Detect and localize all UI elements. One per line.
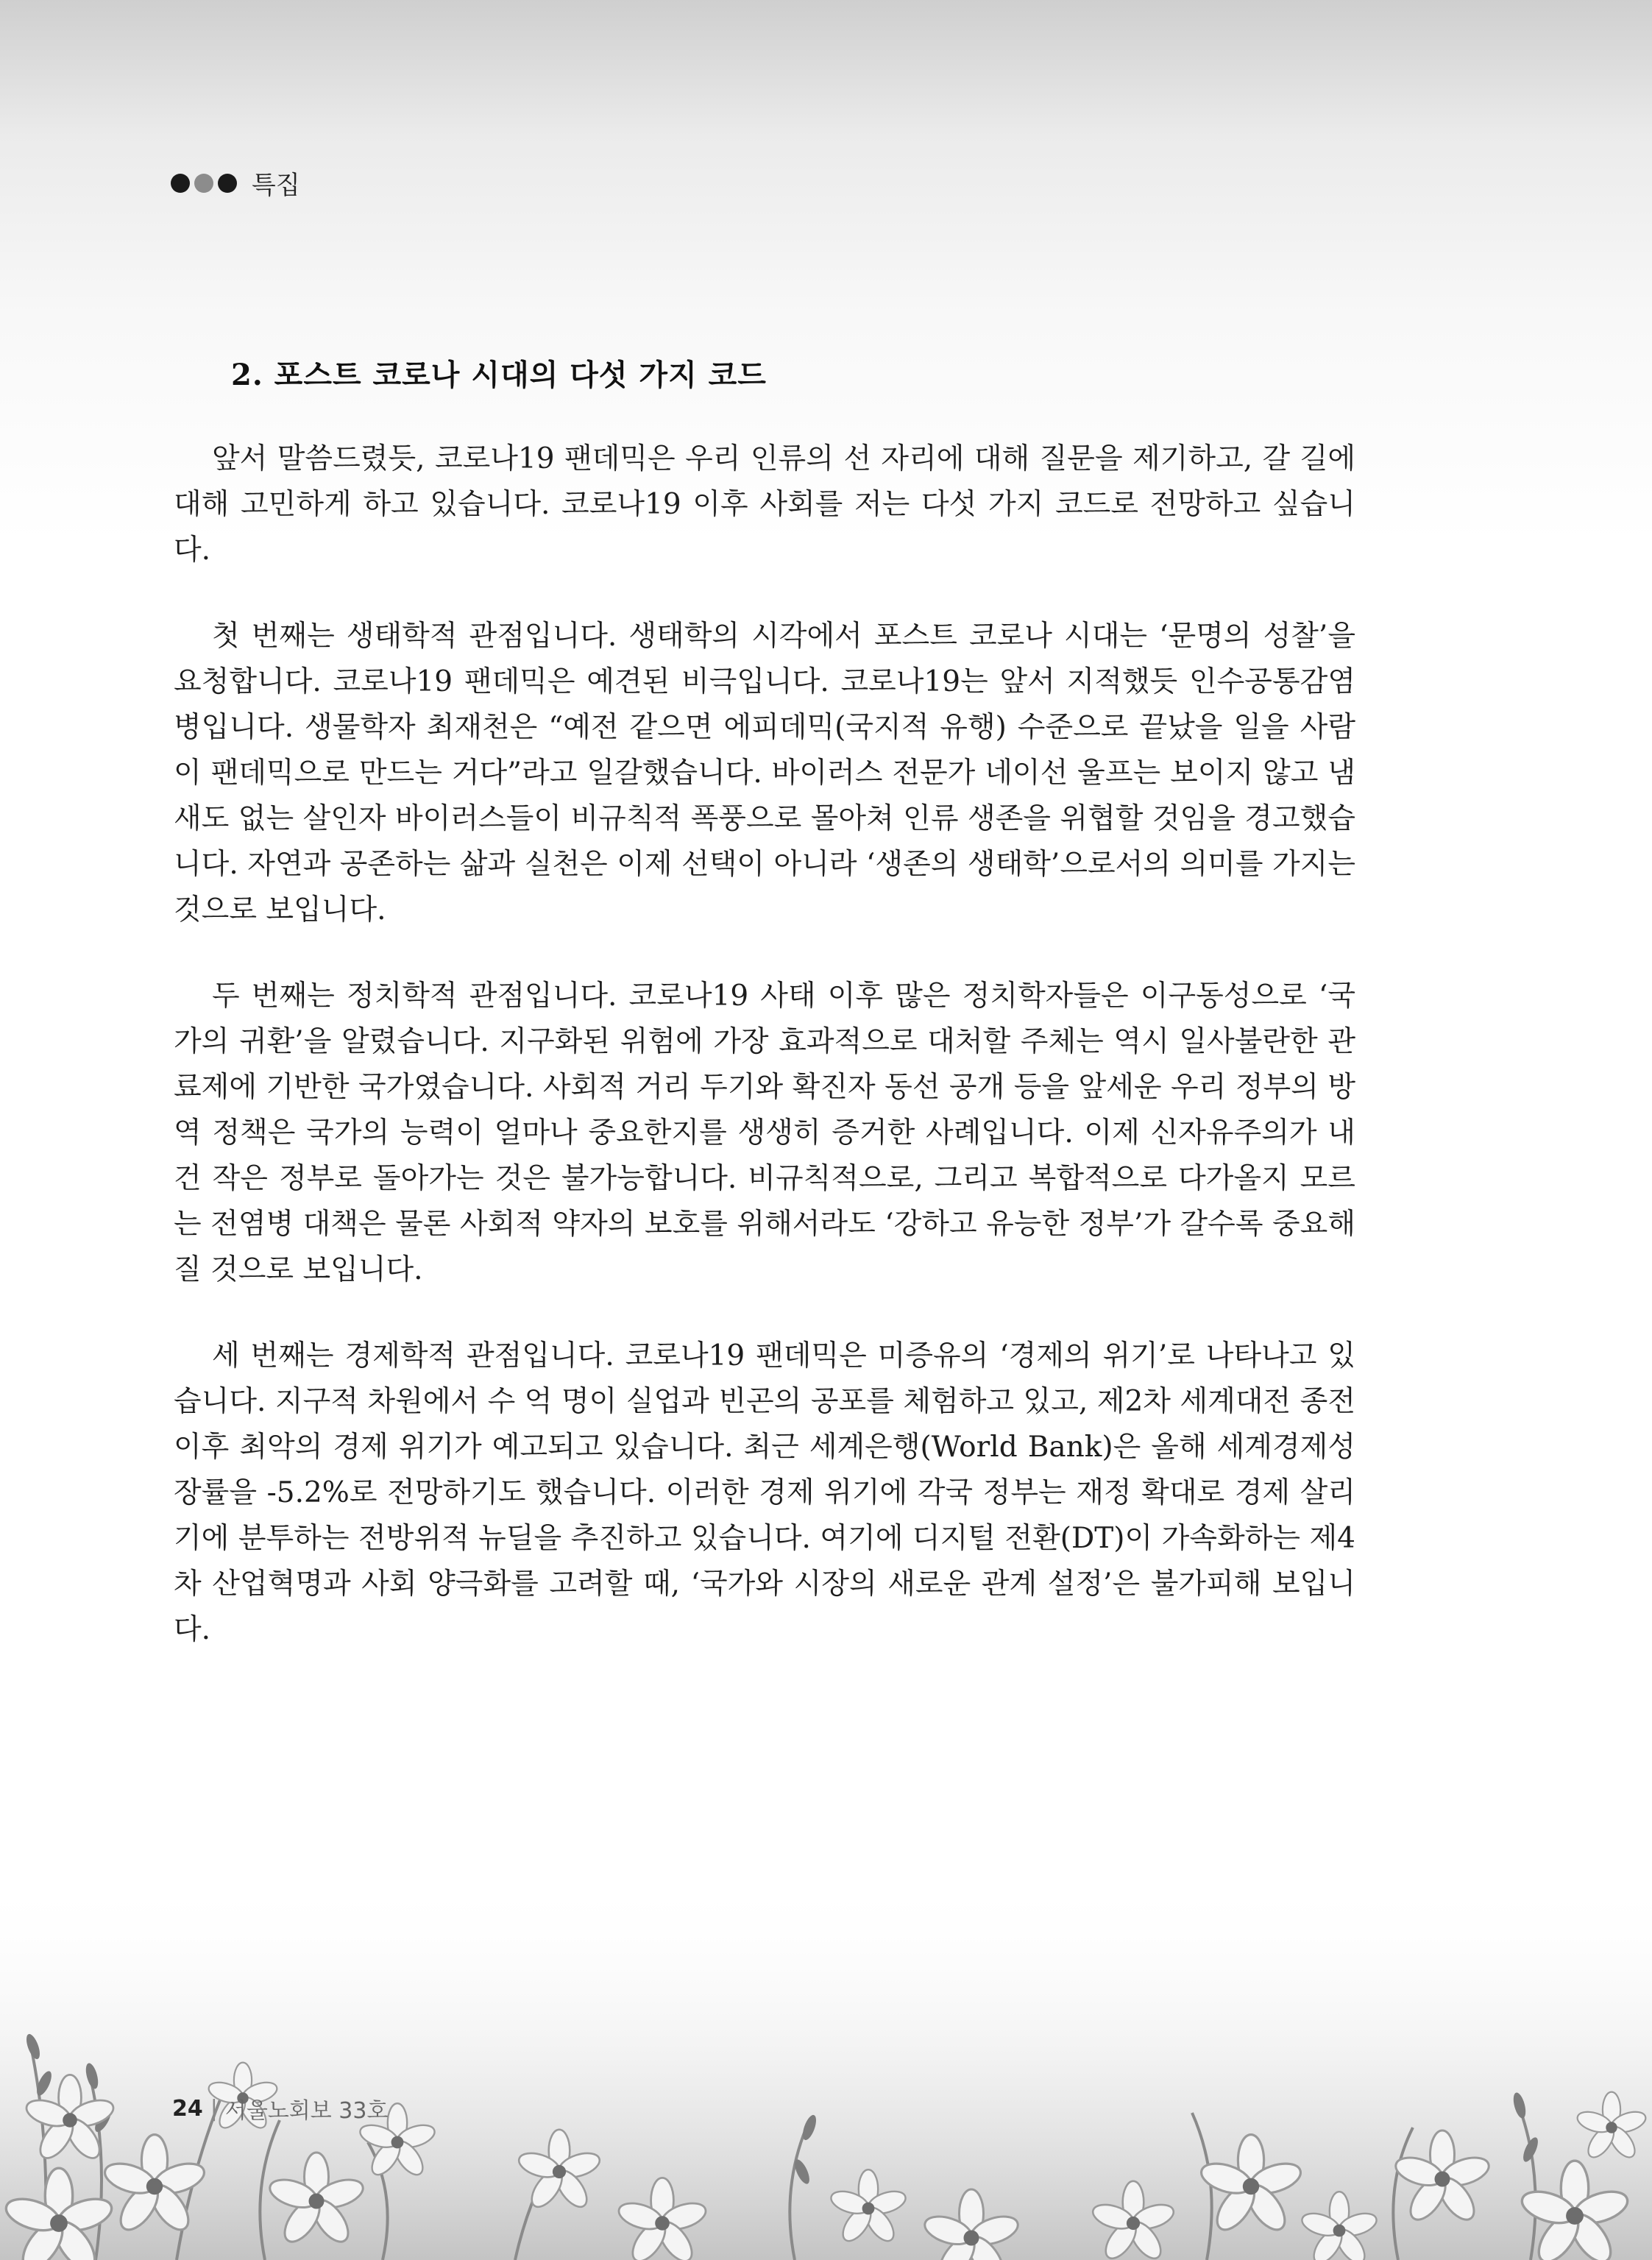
section-header xyxy=(171,165,300,201)
paragraph: 앞서 말씀드렸듯, 코로나19 팬데믹은 우리 인류의 선 자리에 대해 질문을 제기하고, 갈 길에 대해 고민하게 하고 있습니다. 코로나19 이후 사회를 저는 다섯 가지 코드로 전망하고 싶습니다. xyxy=(174,442,1355,567)
paragraph: 두 번째는 정치학적 관점입니다. 코로나19 사태 이후 많은 정치학자들은 이구동성으로 ‘국가의 귀환’을 알렸습니다. 지구화된 위험에 가장 효과적으로 대처할 주체는 역시 일사불란한 관료제에 기반한 국가였습니다. 사회적 거리 두기와 확진자 동선 공개 등을 앞세운 우리 정부의 방역 정책은 국가의 능력이 얼마나 중요한지를 생생히 증거한 사례입니다. 이제 신자유주의가 내건 작은 정부로 돌아가는 것은 불가능합니다. 비규칙적으로, 그리고 복합적으로 다가올지 모르는 전염병 대책은 물론 사회적 약자의 보호를 위해서라도 ‘강하고 유능한 정부’가 갈수록 중요해질 것으로 보입니다. xyxy=(174,980,1355,1286)
page-number: 24 xyxy=(172,2095,203,2122)
bullet-dot-icon xyxy=(218,174,237,193)
section-heading: 2. 포스트 코로나 시대의 다섯 가지 코드 xyxy=(231,358,767,392)
article-body xyxy=(174,352,1355,1693)
paragraph: 첫 번째는 생태학적 관점입니다. 생태학의 시각에서 포스트 코로나 시대는 ‘문명의 성찰’을 요청합니다. 코로나19 팬데믹은 예견된 비극입니다. 코로나19는 앞서 지적했듯 인수공통감염병입니다. 생물학자 최재천은 “예전 같으면 에피데믹(국지적 유행) 수준으로 끝났을 일을 사람이 팬데믹으로 만드는 거다”라고 일갈했습니다. 바이러스 전문가 네이선 울프는 보이지 않고 냄새도 없는 살인자 바이러스들이 비규칙적 폭풍으로 몰아쳐 인류 생존을 위협할 것임을 경고했습니다. 자연과 공존하는 삶과 실천은 이제 선택이 아니라 ‘생존의 생태학’으로서의 의미를 가지는 것으로 보입니다. xyxy=(174,620,1355,927)
section-label: 특집 xyxy=(252,171,300,200)
flower-decoration xyxy=(0,1877,1652,2260)
paragraph: 세 번째는 경제학적 관점입니다. 코로나19 팬데믹은 미증유의 ‘경제의 위기’로 나타나고 있습니다. 지구적 차원에서 수 억 명이 실업과 빈곤의 공포를 체험하고 있고, 제2차 세계대전 종전 이후 최악의 경제 위기가 예고되고 있습니다. 최근 세계은행(World Bank)은 올해 세계경제성장률을 -5.2%로 전망하기도 했습니다. 이러한 경제 위기에 각국 정부는 재정 확대로 경제 살리기에 분투하는 전방위적 뉴딜을 추진하고 있습니다. 여기에 디지털 전환(DT)이 가속화하는 제4차 산업혁명과 사회 양극화를 고려할 때, ‘국가와 시장의 새로운 관계 설정’은 불가피해 보입니다. xyxy=(174,1339,1355,1646)
footer-separator: | xyxy=(210,2095,218,2122)
publication-title: 서울노회보 33호 xyxy=(224,2098,389,2124)
bullet-dot-icon xyxy=(171,174,190,193)
page-footer xyxy=(172,2092,388,2125)
bullet-dot-icon xyxy=(194,174,213,193)
